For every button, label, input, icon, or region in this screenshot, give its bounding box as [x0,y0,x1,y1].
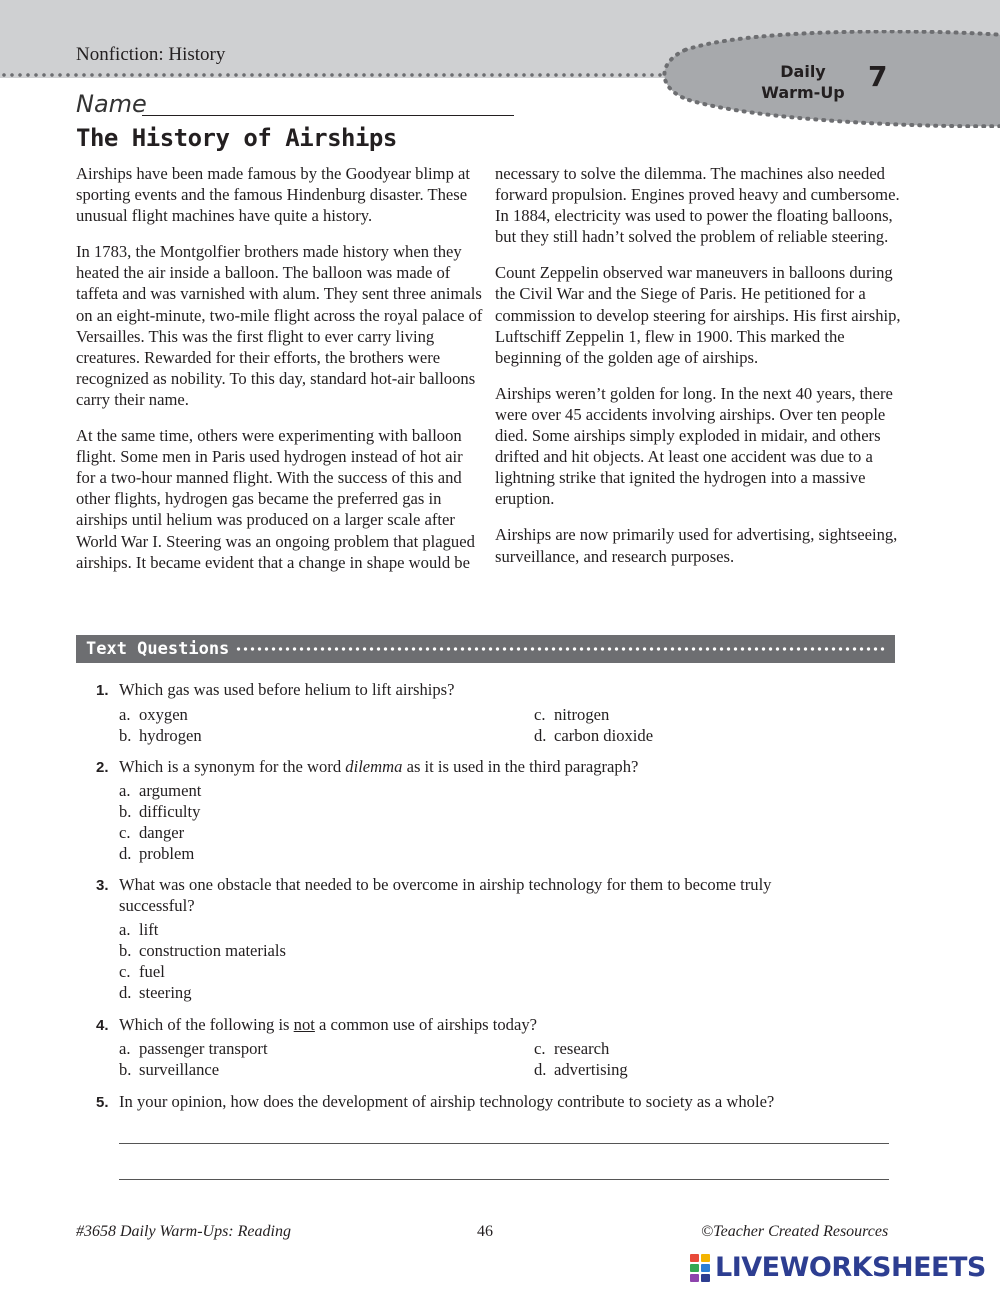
badge-line-1: Daily [780,62,826,81]
question-number: 1. [96,682,109,699]
paragraph: At the same time, others were experimenting with balloon flight. Some men in Paris used hydrogen instead of hot air for a two-hour manned flight. With the success of this and other flights, hydrogen gas became the preferred gas in airships until helium was produced on a larger scale after World War I. Steering was an ongoing problem that plagued airships. It became evident that a change in shape would be [76,426,475,572]
header-dotted-rule [0,72,680,78]
question-text: Which gas was used before helium to lift airships? [119,680,455,699]
option-letter: d. [119,844,132,863]
logo-tile [701,1274,710,1282]
logo-text: LIVEWORKSHEETS [715,1252,986,1283]
answer-option[interactable] [119,940,286,961]
option-letter: c. [119,962,131,981]
option-letter: a. [119,705,131,724]
option-letter: a. [119,920,131,939]
footer-page-number: 46 [477,1223,493,1240]
question-text [119,756,889,777]
answer-option[interactable] [119,822,184,843]
option-letter: b. [119,802,132,821]
answer-option[interactable] [119,919,158,940]
question-text-part: a common use of airships today? [314,1015,538,1034]
badge-line-2: Warm-Up [761,83,845,102]
passage-right-column [495,163,905,582]
answer-option[interactable] [534,1059,628,1080]
question-text: What was one obstacle that needed to be overcome in airship technology for them to become truly successful? [119,875,772,915]
name-label: Name [76,90,147,118]
answer-option[interactable] [119,961,165,982]
answer-option[interactable] [119,704,188,725]
logo-mark-icon [690,1254,710,1282]
liveworksheets-logo [690,1252,986,1283]
answer-line[interactable] [119,1143,889,1144]
option-text: fuel [139,962,165,981]
answer-option[interactable] [119,982,192,1003]
paragraph: Airships are now primarily used for advertising, sightseeing, surveillance, and research purposes. [495,525,898,566]
question-text-part: Which is a synonym for the word [119,757,346,776]
logo-tile [690,1264,699,1272]
paragraph: Count Zeppelin observed war maneuvers in balloons during the Civil War and the Siege of Paris. He petitioned for a commission to develop steering for airships. His first airship, Luftschiff Zeppelin 1, flew in 1900. This marked the beginning of the golden age of airships. [495,263,901,367]
option-letter: c. [534,705,546,724]
option-text: difficulty [139,802,201,821]
paragraph: Airships weren’t golden for long. In the next 40 years, there were over 45 accidents involving airships. Over ten people died. Some airships simply exploded in midair, and others drifted and hit objects. At least one accident was due to a lightning strike that ignited the hydrogen into a massive eruption. [495,383,893,509]
question-number: 4. [96,1017,109,1034]
option-text: lift [139,920,159,939]
option-text: hydrogen [139,726,202,745]
question-text-part: Which of the following is [119,1015,294,1034]
question-keyword: not [293,1015,315,1034]
option-text: oxygen [139,705,188,724]
option-text: carbon dioxide [554,726,654,745]
option-text: research [554,1039,610,1058]
logo-tile [701,1264,710,1272]
text-questions-heading: Text Questions [86,639,230,659]
answer-line[interactable] [119,1179,889,1180]
option-letter: b. [119,941,132,960]
question-text: In your opinion, how does the development of airship technology contribute to society as a whole? [119,1092,775,1111]
answer-option[interactable] [119,801,200,822]
question-text [119,1014,889,1035]
text-questions-bar [76,635,895,663]
option-text: advertising [554,1060,628,1079]
answer-option[interactable] [534,704,609,725]
answer-option[interactable] [119,1059,219,1080]
option-letter: d. [534,1060,547,1079]
paragraph: In 1783, the Montgolfier brothers made history when they heated the air inside a balloon. The balloon was made of taffeta and was varnished with alum. They sent three animals on an eight-minute, two-mile flight across the royal palace of Versailles. This was the first flight to ever carry living creatures. Rewarded for their efforts, the brothers were recognized as nobility. To this day, standard hot-air balloons carry their name. [76,242,483,409]
option-letter: d. [119,983,132,1002]
footer-book-title: #3658 Daily Warm-Ups: Reading [76,1223,291,1240]
option-letter: b. [119,1060,132,1079]
question-keyword: dilemma [345,757,403,776]
option-text: surveillance [139,1060,220,1079]
option-letter: c. [534,1039,546,1058]
option-letter: a. [119,1039,131,1058]
footer-copyright: ©Teacher Created Resources [701,1223,889,1240]
option-letter: d. [534,726,547,745]
page-title: The History of Airships [76,124,397,152]
dotted-rule [235,646,887,652]
name-field[interactable] [142,115,514,116]
answer-option[interactable] [119,780,201,801]
option-text: passenger transport [139,1039,268,1058]
answer-option[interactable] [534,725,653,746]
passage-left-column [76,163,486,588]
question-number: 3. [96,877,109,894]
option-letter: c. [119,823,131,842]
option-text: steering [139,983,192,1002]
option-text: argument [139,781,202,800]
badge-label [756,61,850,103]
answer-option[interactable] [119,725,202,746]
answer-option[interactable] [119,1038,268,1059]
logo-tile [690,1254,699,1262]
option-letter: a. [119,781,131,800]
badge-number: 7 [868,60,888,93]
section-label: Nonfiction: History [76,44,226,65]
logo-tile [690,1274,699,1282]
option-text: problem [139,844,195,863]
option-letter: b. [119,726,132,745]
question-text-part: as it is used in the third paragraph? [402,757,639,776]
option-text: construction materials [139,941,286,960]
option-text: danger [139,823,185,842]
answer-option[interactable] [119,843,194,864]
paragraph: necessary to solve the dilemma. The machines also needed forward propulsion. Engines proved heavy and cumbersome. In 1884, electricity was used to power the floating balloons, but they still hadn’t solved the problem of reliable steering. [495,164,900,247]
option-text: nitrogen [554,705,610,724]
paragraph: Airships have been made famous by the Goodyear blimp at sporting events and the famous Hindenburg disaster. These unusual flight machines have quite a history. [76,164,470,226]
question-number: 2. [96,759,109,776]
question-number: 5. [96,1094,109,1111]
logo-tile [701,1254,710,1262]
answer-option[interactable] [534,1038,609,1059]
